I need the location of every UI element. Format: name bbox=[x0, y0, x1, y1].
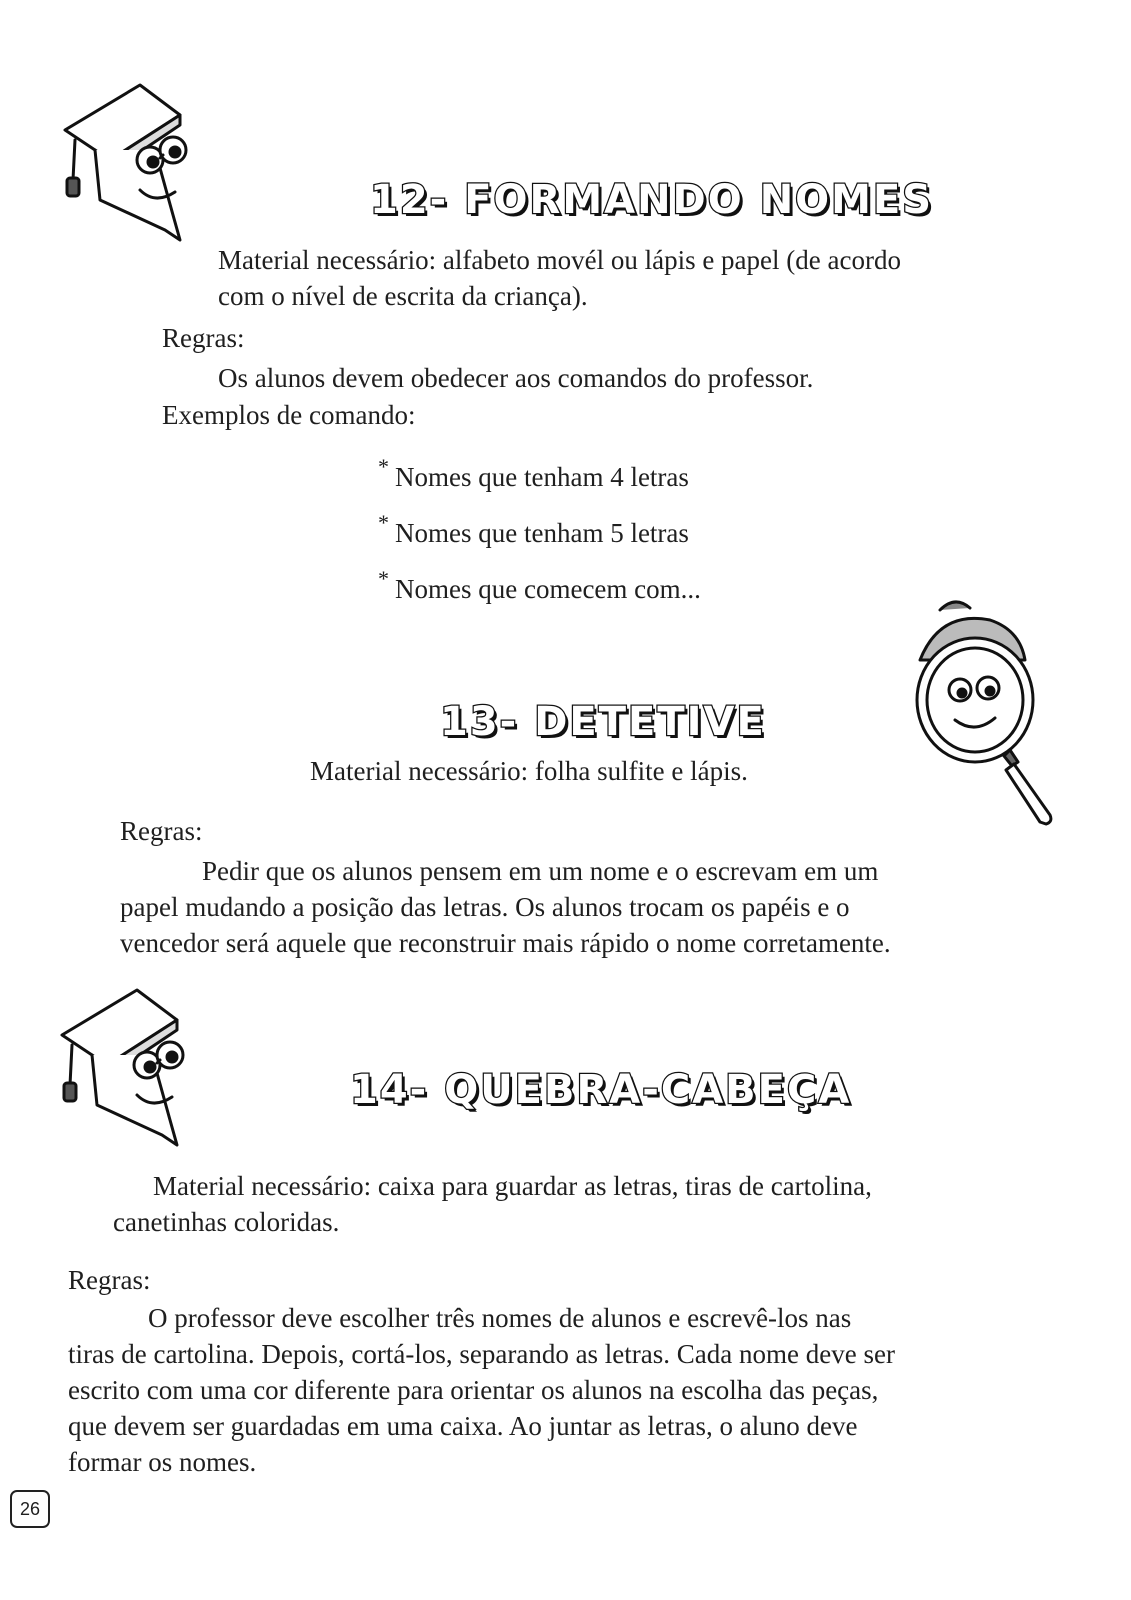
example-item: * Nomes que tenham 4 letras bbox=[378, 454, 689, 492]
rules-text-14: O professor deve escolher três nomes de alunos e escrevê-los nas tiras de cartolina. Depois, cortá-los, separando as letras. Cada nome deve ser escrito com uma cor diferente para orientar os alunos na escolha das peças, que devem ser guardadas em uma caixa. Ao juntar as letras, o aluno deve formar os nomes. bbox=[68, 1303, 895, 1477]
section-heading-14: 14- QUEBRA-CABEÇA bbox=[350, 1066, 852, 1113]
pencil-graduate-icon bbox=[52, 985, 212, 1155]
asterisk-icon: * bbox=[378, 510, 389, 535]
pencil-graduate-icon bbox=[55, 80, 215, 250]
material-text-14: Material necessário: caixa para guardar as letras, tiras de cartolina, canetinhas coloridas. bbox=[113, 1171, 872, 1237]
asterisk-icon: * bbox=[378, 454, 389, 479]
rules-label-12: Regras: bbox=[162, 323, 245, 353]
rules-label-14: Regras: bbox=[68, 1265, 151, 1295]
magnifying-glass-detective-icon bbox=[900, 590, 1060, 830]
example-item: * Nomes que tenham 5 letras bbox=[378, 510, 689, 548]
rules-text-13: Pedir que os alunos pensem em um nome e o escrevam em um papel mudando a posição das letras. Os alunos trocam os papéis e o vencedor será aquele que reconstruir mais rápido o nome corretamente. bbox=[120, 856, 891, 958]
examples-label: Exemplos de comando: bbox=[162, 400, 416, 430]
page-number: 26 bbox=[10, 1490, 50, 1528]
material-text-12: Material necessário: alfabeto movél ou lápis e papel (de acordo com o nível de escrita da criança). bbox=[218, 245, 901, 311]
rules-label-13: Regras: bbox=[120, 816, 203, 846]
rules-text-12: Os alunos devem obedecer aos comandos do professor. bbox=[218, 363, 814, 393]
example-item: * Nomes que comecem com... bbox=[378, 566, 701, 604]
section-heading-12: 12- FORMANDO NOMES bbox=[370, 176, 934, 223]
section-heading-13: 13- DETETIVE bbox=[440, 698, 766, 745]
asterisk-icon: * bbox=[378, 566, 389, 591]
material-text-13: Material necessário: folha sulfite e lápis. bbox=[310, 756, 748, 786]
